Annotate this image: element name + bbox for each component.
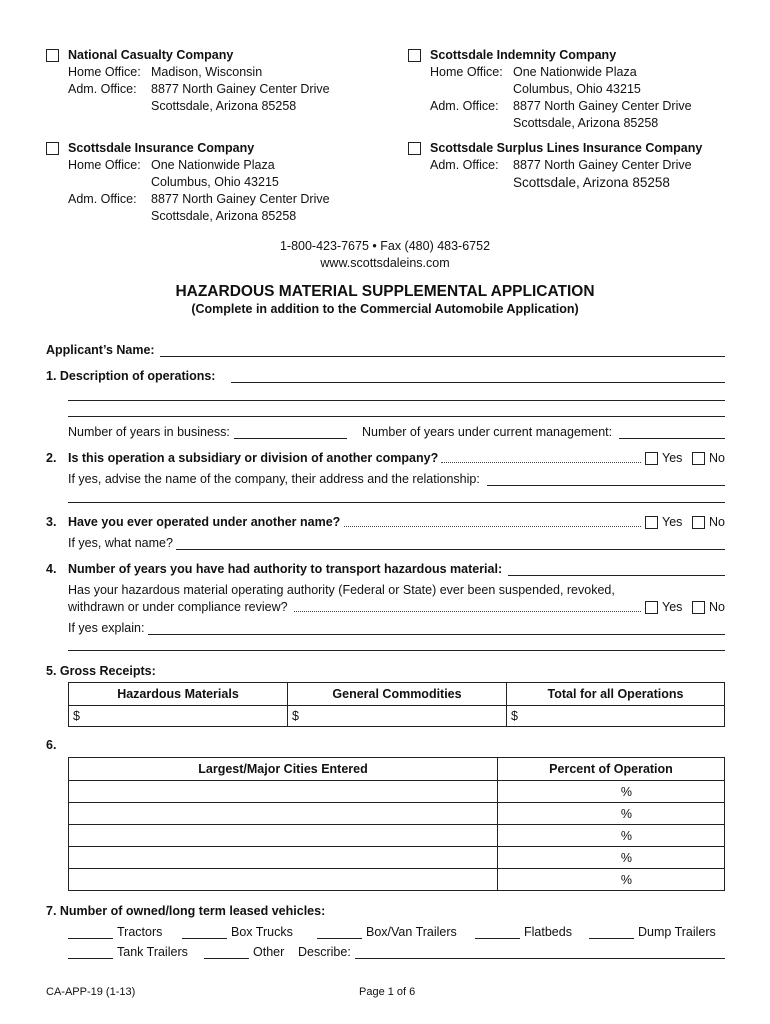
percent-symbol: % bbox=[620, 872, 632, 887]
office-key: Adm. Office: bbox=[430, 158, 499, 172]
q3-question: Have you ever operated under another name? bbox=[68, 515, 341, 529]
page-subtitle: (Complete in addition to the Commercial Automobile Application) bbox=[191, 302, 579, 316]
checkbox-scottsdale-insurance[interactable] bbox=[46, 142, 59, 155]
q4-yes-label: Yes bbox=[662, 600, 683, 614]
city-cell[interactable] bbox=[69, 869, 498, 891]
currency-symbol: $ bbox=[73, 709, 80, 723]
q4-subquestion-line-2: withdrawn or under compliance review? bbox=[68, 600, 288, 614]
q4-number: 4. bbox=[46, 562, 57, 576]
describe-label: Describe: bbox=[298, 945, 351, 959]
q3-no-checkbox[interactable] bbox=[692, 516, 705, 529]
percent-cell[interactable] bbox=[498, 825, 725, 847]
office-value: 8877 North Gainey Center Drive bbox=[513, 158, 692, 172]
contact-web: www.scottsdaleins.com bbox=[320, 256, 450, 270]
q2-yes-label: Yes bbox=[662, 451, 683, 465]
percent-symbol: % bbox=[620, 784, 632, 799]
box-van-trailers-field[interactable] bbox=[317, 938, 362, 939]
office-key: Home Office: bbox=[430, 65, 503, 79]
city-cell[interactable] bbox=[69, 781, 498, 803]
office-key: Adm. Office: bbox=[430, 99, 499, 113]
q2-followup: If yes, advise the name of the company, their address and the relationship: bbox=[68, 472, 480, 486]
q2-no-checkbox[interactable] bbox=[692, 452, 705, 465]
company-name: Scottsdale Indemnity Company bbox=[430, 48, 617, 62]
city-cell[interactable] bbox=[69, 847, 498, 869]
q4-leader-dots bbox=[294, 611, 641, 612]
office-value: 8877 North Gainey Center Drive bbox=[151, 192, 330, 206]
header-total: Total for all Operations bbox=[507, 683, 725, 706]
q3-yes-label: Yes bbox=[662, 515, 683, 529]
company-scottsdale-indemnity bbox=[430, 47, 692, 132]
checkbox-national-casualty[interactable] bbox=[46, 49, 59, 62]
box-trucks-field[interactable] bbox=[182, 938, 227, 939]
q2-followup-field[interactable] bbox=[487, 485, 725, 486]
contact-phone: 1-800-423-7675 • Fax (480) 483-6752 bbox=[279, 239, 491, 253]
q3-yes-checkbox[interactable] bbox=[645, 516, 658, 529]
q6-number: 6. bbox=[46, 738, 57, 752]
percent-symbol: % bbox=[620, 828, 632, 843]
box-van-trailers-label: Box/Van Trailers bbox=[366, 925, 457, 939]
q4-no-label: No bbox=[709, 600, 725, 614]
page-title: HAZARDOUS MATERIAL SUPPLEMENTAL APPLICATION bbox=[175, 283, 595, 300]
currency-symbol: $ bbox=[511, 709, 518, 723]
q1-description-field[interactable] bbox=[231, 382, 725, 383]
q2-yes-checkbox[interactable] bbox=[645, 452, 658, 465]
office-value: Scottsdale, Arizona 85258 bbox=[151, 99, 297, 113]
company-name: Scottsdale Surplus Lines Insurance Company bbox=[430, 141, 703, 155]
q7-label: 7. Number of owned/long term leased vehicles: bbox=[46, 904, 326, 918]
city-cell[interactable] bbox=[69, 803, 498, 825]
office-value: Columbus, Ohio 43215 bbox=[513, 82, 641, 96]
office-key: Adm. Office: bbox=[68, 82, 137, 96]
q4-followup: If yes explain: bbox=[68, 621, 145, 635]
total-amount-cell[interactable] bbox=[507, 706, 725, 727]
office-value: Scottsdale, Arizona 85258 bbox=[151, 209, 297, 223]
dump-trailers-field[interactable] bbox=[589, 938, 634, 939]
office-key: Home Office: bbox=[68, 158, 141, 172]
office-key: Adm. Office: bbox=[68, 192, 137, 206]
office-value: Scottsdale, Arizona 85258 bbox=[513, 116, 659, 130]
percent-cell[interactable] bbox=[498, 803, 725, 825]
q4-yes-checkbox[interactable] bbox=[645, 601, 658, 614]
q3-followup-field[interactable] bbox=[176, 549, 725, 550]
flatbeds-label: Flatbeds bbox=[524, 925, 572, 939]
checkbox-scottsdale-surplus[interactable] bbox=[408, 142, 421, 155]
form-id: CA-APP-19 (1-13) bbox=[46, 986, 136, 998]
q1-description-line-3[interactable] bbox=[68, 416, 725, 417]
hazardous-amount-cell[interactable] bbox=[69, 706, 288, 727]
office-value: 8877 North Gainey Center Drive bbox=[513, 99, 692, 113]
years-mgmt-label: Number of years under current management: bbox=[362, 425, 613, 439]
page-number: Page 1 of 6 bbox=[359, 986, 416, 998]
q4-no-checkbox[interactable] bbox=[692, 601, 705, 614]
company-scottsdale-surplus bbox=[430, 140, 702, 191]
header-cities: Largest/Major Cities Entered bbox=[69, 758, 498, 781]
company-name: Scottsdale Insurance Company bbox=[68, 141, 255, 155]
city-cell[interactable] bbox=[69, 825, 498, 847]
contact-block bbox=[0, 238, 770, 272]
gross-receipts-table bbox=[68, 682, 725, 727]
years-mgmt-field[interactable] bbox=[619, 438, 725, 439]
q2-number: 2. bbox=[46, 451, 57, 465]
percent-cell[interactable] bbox=[498, 847, 725, 869]
flatbeds-field[interactable] bbox=[475, 938, 520, 939]
box-trucks-label: Box Trucks bbox=[231, 925, 293, 939]
dump-trailers-label: Dump Trailers bbox=[638, 925, 716, 939]
describe-field[interactable] bbox=[355, 958, 725, 959]
q3-no-label: No bbox=[709, 515, 725, 529]
q1-label: 1. Description of operations: bbox=[46, 369, 216, 383]
q3-followup: If yes, what name? bbox=[68, 536, 173, 550]
other-label: Other bbox=[253, 945, 285, 959]
tank-trailers-label: Tank Trailers bbox=[117, 945, 188, 959]
office-value: Scottsdale, Arizona 85258 bbox=[513, 175, 670, 190]
currency-symbol: $ bbox=[292, 709, 299, 723]
q5-label: 5. Gross Receipts: bbox=[46, 664, 156, 678]
other-field[interactable] bbox=[204, 958, 249, 959]
q3-leader-dots bbox=[344, 526, 641, 527]
q1-description-line-2[interactable] bbox=[68, 400, 725, 401]
office-value: Madison, Wisconsin bbox=[151, 65, 263, 79]
q2-question: Is this operation a subsidiary or division of another company? bbox=[68, 451, 439, 465]
q2-followup-line-2[interactable] bbox=[68, 502, 725, 503]
cities-table bbox=[68, 757, 725, 891]
q4-subquestion-line-1: Has your hazardous material operating authority (Federal or State) ever been suspended, revoked, bbox=[68, 583, 615, 597]
company-name: National Casualty Company bbox=[68, 48, 234, 62]
q2-leader-dots bbox=[441, 462, 641, 463]
company-scottsdale-insurance bbox=[68, 140, 330, 225]
office-key: Home Office: bbox=[68, 65, 141, 79]
tractors-field[interactable] bbox=[68, 938, 113, 939]
percent-symbol: % bbox=[620, 850, 632, 865]
q3-number: 3. bbox=[46, 515, 57, 529]
office-value: Columbus, Ohio 43215 bbox=[151, 175, 279, 189]
years-business-field[interactable] bbox=[234, 438, 347, 439]
q4-years-field[interactable] bbox=[508, 575, 725, 576]
company-national-casualty bbox=[68, 47, 330, 115]
office-value: 8877 North Gainey Center Drive bbox=[151, 82, 330, 96]
tank-trailers-field[interactable] bbox=[68, 958, 113, 959]
header-general: General Commodities bbox=[288, 683, 507, 706]
q2-no-label: No bbox=[709, 451, 725, 465]
applicant-label: Applicant’s Name: bbox=[46, 343, 155, 357]
checkbox-scottsdale-indemnity[interactable] bbox=[408, 49, 421, 62]
q4-question: Number of years you have had authority to transport hazardous material: bbox=[68, 562, 503, 576]
q4-followup-line-2[interactable] bbox=[68, 650, 725, 651]
percent-cell[interactable] bbox=[498, 781, 725, 803]
office-value: One Nationwide Plaza bbox=[151, 158, 275, 172]
applicant-name-field[interactable] bbox=[160, 356, 725, 357]
header-percent: Percent of Operation bbox=[498, 758, 725, 781]
general-amount-cell[interactable] bbox=[288, 706, 507, 727]
years-business-label: Number of years in business: bbox=[68, 425, 230, 439]
percent-symbol: % bbox=[620, 806, 632, 821]
tractors-label: Tractors bbox=[117, 925, 163, 939]
percent-cell[interactable] bbox=[498, 869, 725, 891]
header-hazardous: Hazardous Materials bbox=[69, 683, 288, 706]
office-value: One Nationwide Plaza bbox=[513, 65, 637, 79]
q4-followup-field[interactable] bbox=[148, 634, 725, 635]
